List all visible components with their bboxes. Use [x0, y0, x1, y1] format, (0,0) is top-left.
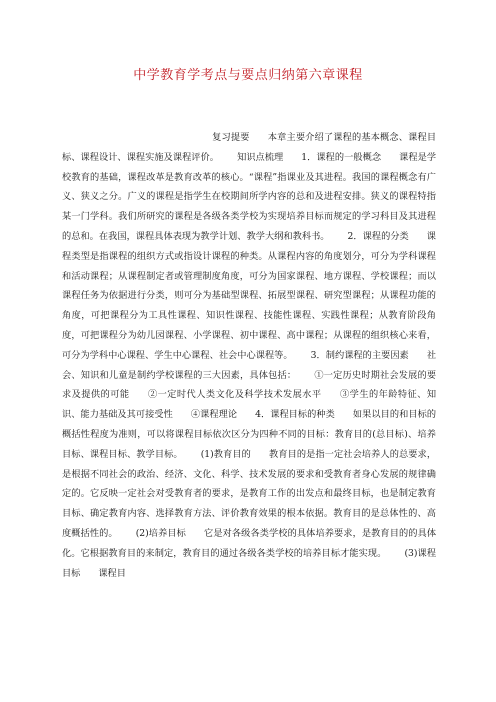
document-body [62, 128, 436, 583]
text-segment: 本章主要介绍了课程的基本概念、课程目标、课程设计、课程实施及课程评价。 [62, 132, 437, 163]
document-title: 中学教育学考点与要点归纳第六章课程 [133, 68, 363, 83]
section-heading: 3．制约课程的主要因素 [310, 349, 409, 361]
list-item: ③学生的年龄特征、知识、能力基础及其可接受性 [62, 389, 437, 421]
text-segment: 社会、知识和儿童是制约学校课程的三大因素，具体包括： [62, 349, 437, 381]
text-segment: 教育目的是指一定社会培养人的总要求，是根据不同社会的政治、经济、文化、科学、技术发展的要求和受教育者身心发展的规律确定的。它反映一定社会对受教育者的要求，是教育工作的出发点和最终目标，也是制定教育目标、确定教育内容、选择教育方法、评价教育效果的根本依据。教育目的是总体性的、高度概括性的。 [62, 448, 437, 539]
body-paragraph [62, 128, 436, 583]
subsection-heading: (2)培养目标 [135, 527, 186, 539]
section-heading: 2．课程的分类 [347, 230, 409, 242]
section-heading: 4．课程目标的种类 [255, 409, 335, 421]
section-heading: 知识点梳理 [237, 151, 284, 163]
subsection-heading: (3)课程目标 [62, 547, 437, 579]
section-heading: 复习提要 [212, 132, 250, 143]
text-segment: 课程类型是指课程的组织方式或指设计课程的种类。从课程内容的角度划分，可分为学科课程和活动课程；从课程制定者或管理制度角度，可分为国家课程、地方课程、学校课程；而以课程任务为依据进行分类，则可分为基础型课程、拓展型课程、研究型课程；从课程功能的角度，可把课程分为工具性课程、知识性课程、技能性课程、实践性课程；从教育阶段角度，可把课程分为幼儿园课程、小学课程、初中课程、高中课程；从课程的组织核心来看，可分为学科中心课程、学生中心课程、社会中心课程等。 [62, 230, 436, 361]
section-heading: 1．课程的一般概念 [301, 151, 382, 163]
subsection-heading: (1)教育目的 [200, 448, 251, 460]
list-item: ④课程理论 [190, 409, 238, 421]
list-item: ①一定历史时期社会发展的要求及提供的可能 [62, 369, 437, 401]
text-segment: 课程是学校教育的基础，课程改革是教育改革的核心。“课程”指课业及其进程。我国的课程概念有广义、狭义之分。广义的课程是指学生在校期间所学内容的总和及进程安排。狭义的课程特指某一门学科。我们所研究的课程是各级各类学校为实现培养目标而规定的学习科目及其进程的总和。在我国，课程具体表现为教学计划、教学大纲和教科书。 [62, 151, 437, 242]
text-segment: 如果以目的和目标的概括性程度为准则，可以将课程目标依次区分为四种不同的目标：教育目的(总目标)、培养目标、课程目标、教学目标。 [62, 409, 437, 460]
text-segment: 它是对各级各类学校的具体培养要求，是教育目的的具体化。它根据教育目的来制定，教育目的通过各级各类学校的培养目标才能实现。 [62, 527, 437, 559]
text-segment: 课程目 [98, 567, 126, 579]
list-item: ②一定时代人类文化及科学技术发展水平 [147, 389, 322, 401]
